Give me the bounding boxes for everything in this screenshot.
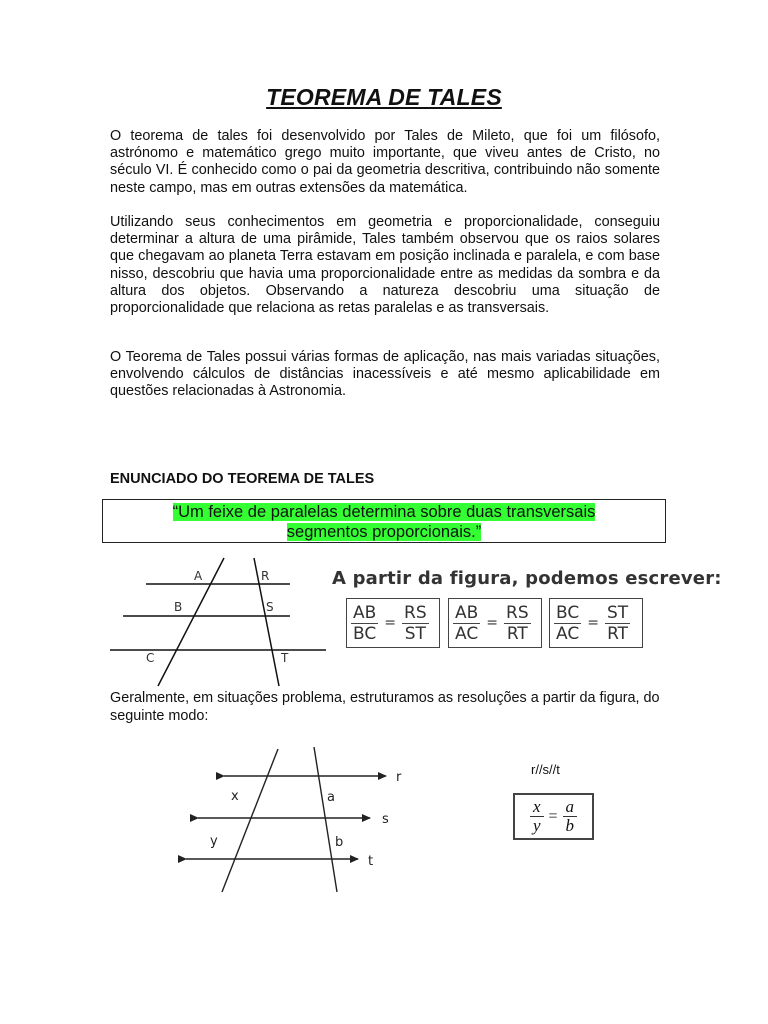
theorem-statement-line2: segmentos proporcionais.” [286, 523, 482, 541]
p3-den2: RT [607, 623, 629, 644]
proportion-box-1 [346, 598, 440, 648]
label-C: C [146, 651, 155, 665]
paragraph-history: Utilizando seus conhecimentos em geometria e proporcionalidade, conseguiu determinar a altura de uma pirâmide, Tales também observou que os raios solares que chegavam ao planeta Terra estavam em posição inclinada e paralela, e com base nisso, descobriu que havia uma proporcionalidade entre as medidas da sombra e da altura dos objetos. Observando a natureza descobriu uma situação de proporcionalidade que relaciona as retas paralelas e as transversais. [110, 214, 660, 317]
parallel-note: r//s//t [531, 762, 560, 777]
label-y: y [210, 834, 218, 849]
section-heading-enunciado: ENUNCIADO DO TEOREMA DE TALES [110, 471, 375, 487]
figure-proportions-heading: A partir da figura, podemos escrever: [332, 568, 722, 589]
formula-box [513, 793, 594, 840]
paragraph-applications: O Teorema de Tales possui várias formas de aplicação, nas mais variadas situações, envolvendo cálculos de distâncias inacessíveis e até mesmo aplicabilidade em questões relacionadas à Astronomia. [110, 349, 660, 400]
p3-eq: = [587, 615, 599, 631]
p2-num2: RS [506, 602, 529, 623]
transversal-right [254, 558, 279, 686]
p1-den2: ST [404, 623, 426, 644]
label-B: B [174, 600, 183, 614]
p3-num1: BC [556, 602, 580, 623]
label-b: b [335, 835, 344, 850]
label-R: R [261, 569, 270, 583]
p2-den2: RT [506, 623, 528, 644]
p1-eq: = [384, 615, 397, 631]
label-r: r [396, 770, 402, 785]
transversal-2 [314, 747, 337, 892]
label-x: x [231, 789, 239, 804]
theorem-statement-line1: “Um feixe de paralelas determina sobre duas transversais [172, 503, 596, 521]
label-A: A [194, 569, 203, 583]
p1-den1: BC [353, 623, 377, 644]
theorem-statement-box [102, 499, 666, 543]
proportion-box-3 [549, 598, 643, 648]
p1-num2: RS [404, 602, 427, 623]
p2-eq: = [486, 615, 499, 631]
label-a: a [327, 790, 335, 805]
transversal-1 [222, 749, 278, 892]
p2-den1: AC [455, 623, 479, 644]
page-title: TEOREMA DE TALES [266, 84, 502, 110]
f-num2: a [563, 798, 578, 817]
label-S: S [266, 600, 274, 614]
p3-den1: AC [556, 623, 580, 644]
paragraph-intro: O teorema de tales foi desenvolvido por Tales de Mileto, que foi um filósofo, astrónomo e matemático grego muito importante, que viveu antes de Cristo, no século VI. É conhecido como o pai da geometria descritiva, contribuindo não somente neste campo, mas em outras extensões da matemática. [110, 128, 660, 196]
paragraph-problem-setup: Geralmente, em situações problema, estruturamos as resoluções a partir da figura, do seguinte modo: [110, 690, 660, 724]
proportion-box-2 [448, 598, 542, 648]
p3-num2: ST [606, 602, 629, 623]
f-eq: = [548, 807, 558, 825]
p2-num1: AB [455, 602, 479, 623]
label-T: T [281, 651, 289, 665]
f-num1: x [530, 798, 544, 817]
f-den1: y [532, 816, 541, 835]
p1-num1: AB [353, 602, 377, 623]
f-den2: b [565, 816, 575, 835]
transversal-left [158, 558, 224, 686]
label-t: t [368, 854, 374, 869]
label-s: s [382, 812, 389, 827]
